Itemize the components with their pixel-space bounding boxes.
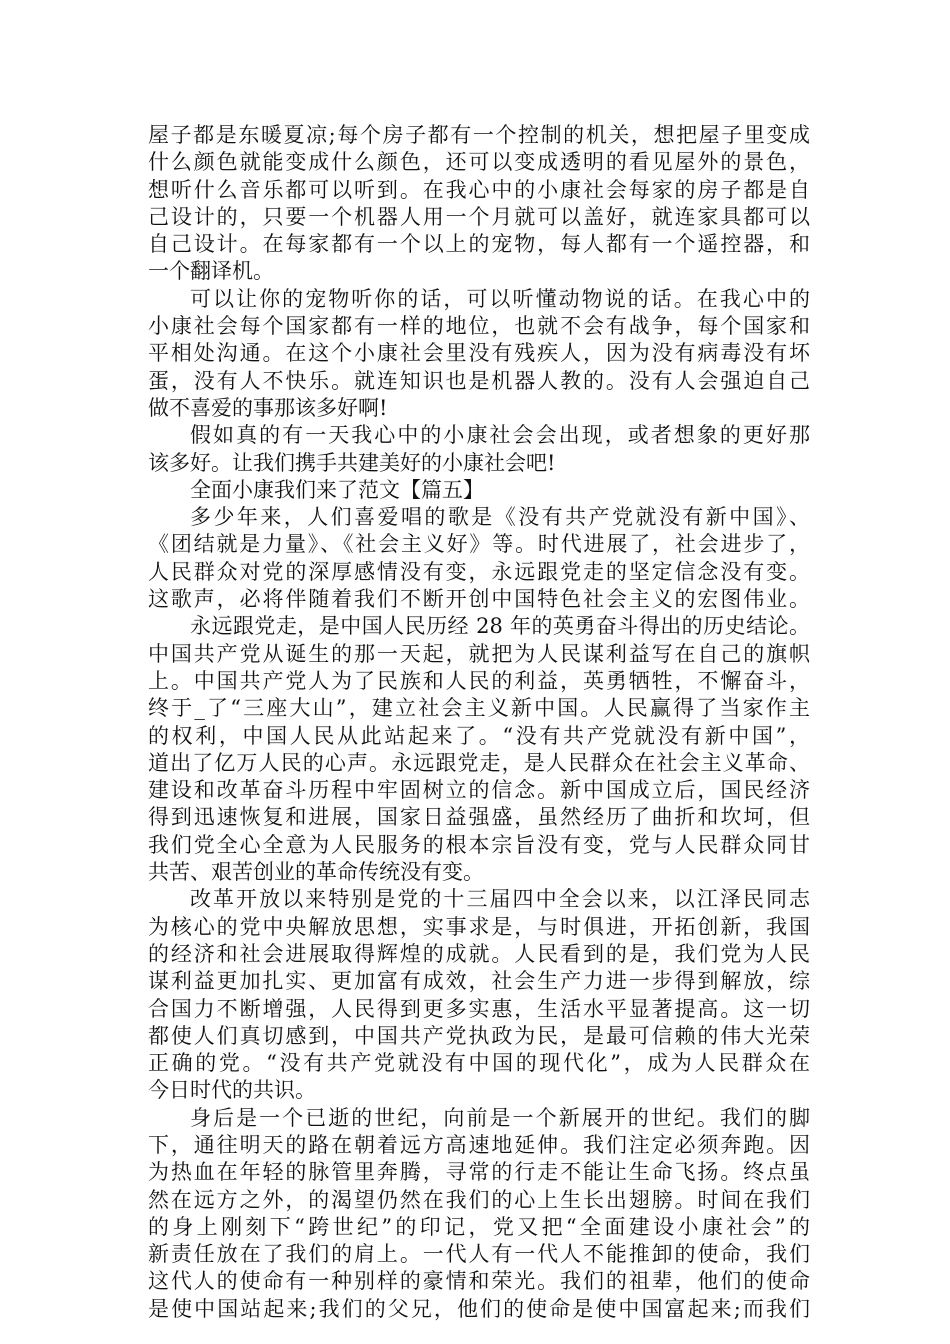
text-line: 然在远方之外，的渴望仍然在我们的心上生长出翅膀。时间在我们 <box>148 1187 810 1212</box>
text-line: 我们党全心全意为人民服务的根本宗旨没有变，党与人民群众同甘 <box>148 832 810 857</box>
text-line: 的身上刚刻下“跨世纪”的印记，党又把“全面建设小康社会”的 <box>148 1214 810 1239</box>
text-line: 下，通往明天的路在朝着远方高速地延伸。我们注定必须奔跑。因 <box>148 1132 810 1157</box>
text-line: 屋子都是东暖夏凉;每个房子都有一个控制的机关，想把屋子里变成 <box>148 123 810 147</box>
text-line: 的经济和社会进展取得辉煌的成就。人民看到的是，我们党为人民 <box>148 941 810 966</box>
text-line: 可以让你的宠物听你的话，可以听懂动物说的话。在我心中的 <box>190 286 810 311</box>
text-line: 今日时代的共识。 <box>148 1078 316 1103</box>
text-line: 多少年来，人们喜爱唱的歌是《没有共产党就没有新中国》、 <box>190 505 810 530</box>
text-line: 都使人们真切感到，中国共产党执政为民，是最可信赖的伟大光荣 <box>148 1023 810 1048</box>
text-line: 正确的党。“没有共产党就没有中国的现代化”，成为人民群众在 <box>148 1051 810 1076</box>
text-line: 这代人的使命有一种别样的豪情和荣光。我们的祖辈，他们的使命 <box>148 1269 810 1294</box>
text-line: 人民群众对党的深厚感情没有变，永远跟党走的坚定信念没有变。 <box>148 559 810 584</box>
text-line: 做不喜爱的事那该多好啊! <box>148 395 388 420</box>
text-line: 是使中国站起来;我们的父兄，他们的使命是使中国富起来;而我们 <box>148 1296 810 1321</box>
text-line: 上。中国共产党人为了民族和人民的利益，英勇牺牲，不懈奋斗， <box>148 668 810 693</box>
text-line: 终于_了“三座大山”，建立社会主义新中国。人民赢得了当家作主 <box>148 696 810 721</box>
text-line: 平相处沟通。在这个小康社会里没有残疾人，因为没有病毒没有坏 <box>148 341 810 366</box>
text-line: 合国力不断增强，人民得到更多实惠，生活水平显著提高。这一切 <box>148 996 810 1021</box>
text-line: 一个翻译机。 <box>148 259 274 284</box>
text-line: 己设计的，只要一个机器人用一个月就可以盖好，就连家具都可以 <box>148 204 810 229</box>
text-line: 什么颜色就能变成什么颜色，还可以变成透明的看见屋外的景色， <box>148 150 810 175</box>
text-line: 想听什么音乐都可以听到。在我心中的小康社会每家的房子都是自 <box>148 177 810 202</box>
text-line: 小康社会每个国家都有一样的地位，也就不会有战争，每个国家和 <box>148 314 810 339</box>
text-line: 自己设计。在每家都有一个以上的宠物，每人都有一个遥控器，和 <box>148 232 810 257</box>
text-line: 《团结就是力量》、《社会主义好》等。时代进展了，社会进步了， <box>148 532 810 557</box>
text-line: 该多好。让我们携手共建美好的小康社会吧! <box>148 450 556 475</box>
text-line: 身后是一个已逝的世纪，向前是一个新展开的世纪。我们的脚 <box>190 1105 810 1130</box>
text-line: 谋利益更加扎实、更加富有成效，社会生产力进一步得到解放，综 <box>148 969 810 994</box>
text-line: 新责任放在了我们的肩上。一代人有一代人不能推卸的使命，我们 <box>148 1242 810 1267</box>
text-line: 为核心的党中央解放思想，实事求是，与时俱进，开拓创新，我国 <box>148 914 810 939</box>
text-line: 假如真的有一天我心中的小康社会会出现，或者想象的更好那 <box>190 423 810 448</box>
document-body-text <box>148 122 810 1323</box>
text-line: 这歌声，必将伴随着我们不断开创中国特色社会主义的宏图伟业。 <box>148 587 810 612</box>
text-line: 中国共产党从诞生的那一天起，就把为人民谋利益写在自己的旗帜 <box>148 641 810 666</box>
text-line: 的权利，中国人民从此站起来了。“没有共产党就没有新中国”， <box>148 723 810 748</box>
text-line: 建设和改革奋斗历程中牢固树立的信念。新中国成立后，国民经济 <box>148 778 810 803</box>
text-line: 改革开放以来特别是党的十三届四中全会以来，以江泽民同志 <box>190 887 810 912</box>
text-line: 道出了亿万人民的心声。永远跟党走，是人民群众在社会主义革命、 <box>148 750 810 775</box>
text-line: 全面小康我们来了范文【篇五】 <box>190 477 484 502</box>
text-line: 永远跟党走，是中国人民历经 28 年的英勇奋斗得出的历史结论。 <box>190 614 810 639</box>
text-line: 为热血在年轻的脉管里奔腾，寻常的行走不能让生命飞扬。终点虽 <box>148 1160 810 1185</box>
text-line: 共苦、艰苦创业的革命传统没有变。 <box>148 860 484 885</box>
text-line: 蛋，没有人不快乐。就连知识也是机器人教的。没有人会强迫自己 <box>148 368 810 393</box>
text-line: 得到迅速恢复和进展，国家日益强盛，虽然经历了曲折和坎坷，但 <box>148 805 810 830</box>
